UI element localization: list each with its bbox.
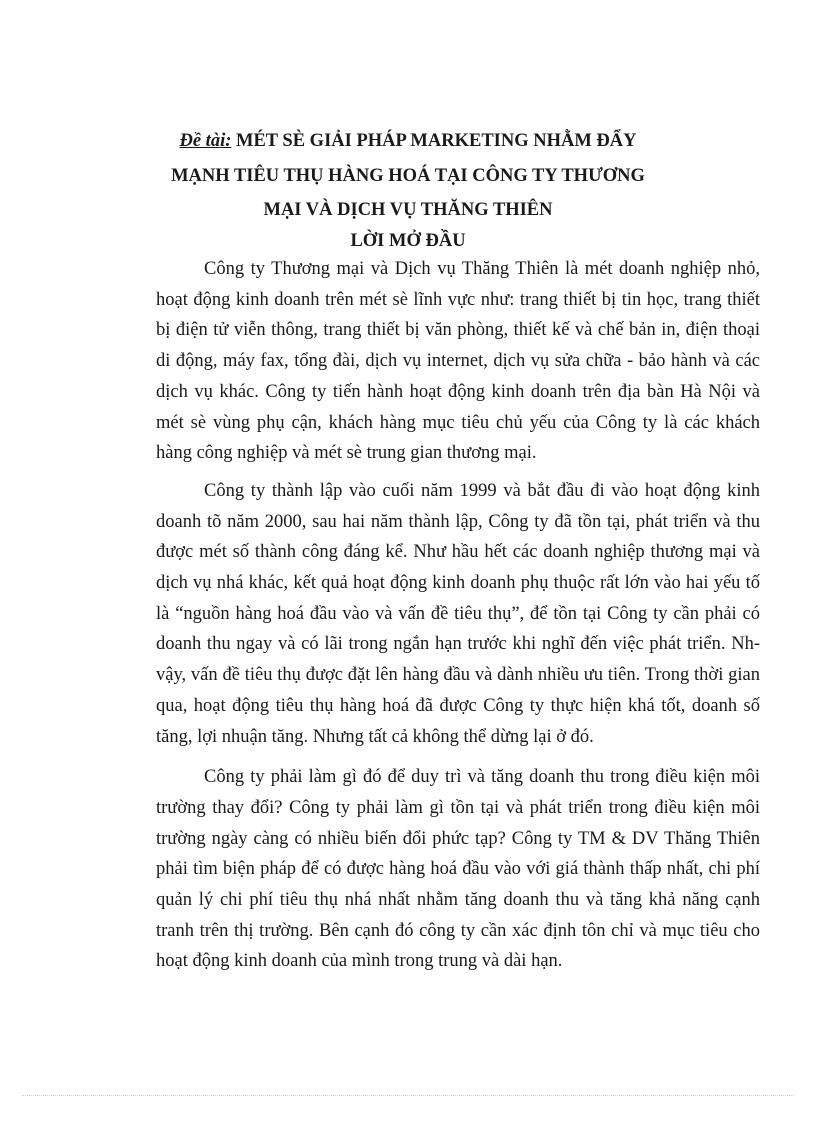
document-body: [156, 254, 760, 977]
section-heading: LỜI MỞ ĐẦU: [350, 231, 466, 251]
paragraph-1: Công ty Thương mại và Dịch vụ Thăng Thiên là mét doanh nghiệp nhỏ, hoạt động kinh doanh trên mét sè lĩnh vực như: trang thiết bị tin học, trang thiết bị điện tử viễn thông, trang thiết bị văn phòng, thiết kế và chế bản in, điện thoại di động, máy fax, tổng đài, dịch vụ internet, dịch vụ sửa chữa - bảo hành và các dịch vụ khác. Công ty tiến hành hoạt động kinh doanh trên địa bàn Hà Nội và mét sè vùng phụ cận, khách hàng mục tiêu chủ yếu của Công ty là các khách hàng công nghiệp và mét sè trung gian thương mại.: [156, 259, 760, 464]
title-label: Đề tài:: [179, 131, 232, 151]
paragraph-2: Công ty thành lập vào cuối năm 1999 và bắt đầu đi vào hoạt động kinh doanh tõ năm 2000, sau hai năm thành lập, Công ty đã tồn tại, phát triển và thu được mét số thành công đáng kể. Như hầu hết các doanh nghiệp thương mại và dịch vụ nhá khác, kết quả hoạt động kinh doanh phụ thuộc rất lớn vào hai yếu tố là “nguồn hàng hoá đầu vào và vấn đề tiêu thụ”, để tồn tại Công ty cần phải có doanh thu ngay và có lãi trong ngắn hạn trước khi nghĩ đến việc phát triển. Nh vậy, vấn đề tiêu thụ được đặt lên hàng đầu và dành nhiều ưu tiên. Trong thời gian qua, hoạt động tiêu thụ hàng hoá đã được Công ty thực hiện khá tốt, doanh số tăng, lợi nhuận tăng. Nhưng tất cả không thể dừng lại ở đó.: [156, 480, 760, 747]
page-bottom-divider: [22, 1095, 794, 1096]
paragraph-3: Công ty phải làm gì đó để duy trì và tăng doanh thu trong điều kiện môi trường thay đổi? Công ty phải làm gì tồn tại và phát triển trong điều kiện môi trường ngày càng có nhiều biến đổi phức tạp? Công ty TM & DV Thăng Thiên phải tìm biện pháp để có được hàng hoá đầu vào với giá thành thấp nhất, chi phí quản lý chi phí tiêu thụ nhá nhất nhằm tăng doanh thu và tăng khả năng cạnh tranh trên thị trường. Bên cạnh đó công ty cần xác định tôn chỉ và mục tiêu cho hoạt động kinh doanh của mình trong trung và dài hạn.: [156, 767, 760, 972]
document-title: [150, 124, 666, 228]
title-text: MÉT SÈ GIẢI PHÁP MARKETING NHẰM ĐẨY MẠNH TIÊU THỤ HÀNG HOÁ TẠI CÔNG TY THƯƠNG MẠI VÀ DỊCH VỤ THĂNG THIÊN: [171, 131, 645, 220]
